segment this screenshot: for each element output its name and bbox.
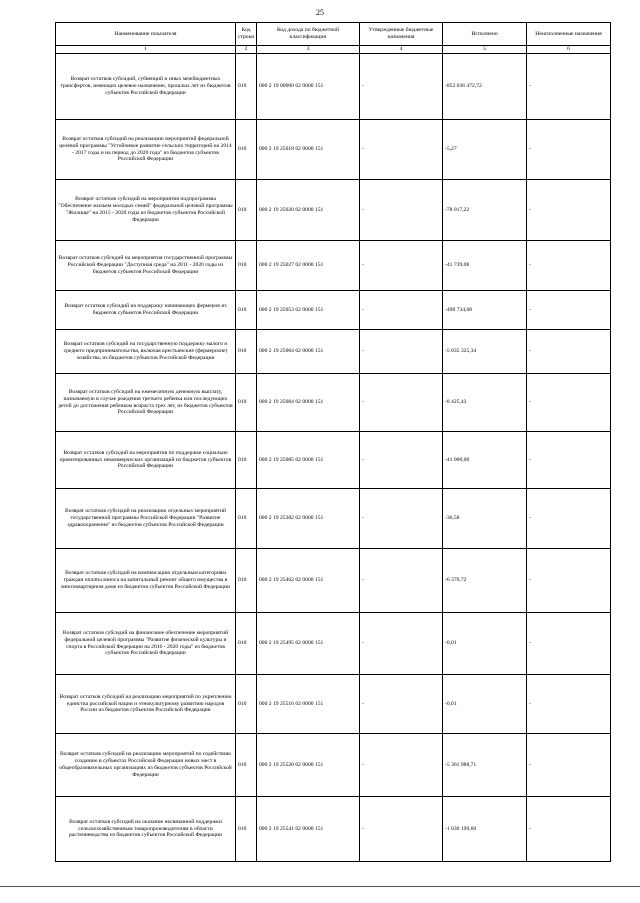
executed-value: -6 370,72: [443, 549, 527, 613]
table-row: [56, 54, 611, 120]
budget-classification-code: 000 2 19 25495 02 0000 151: [257, 613, 360, 675]
column-number: 5: [443, 46, 527, 54]
indicator-name: Возврат остатков субсидий на мероприятия подпрограммы "Обеспечение жильем молодых семей" федеральной целевой программы "Жилище" на 2015 - 2020 годы из бюджетов субъектов Российской Федерации: [56, 180, 236, 241]
budget-classification-code: 000 2 19 25053 02 0000 151: [257, 291, 360, 330]
approved-value: -: [360, 734, 443, 797]
line-code: 010: [236, 120, 257, 180]
indicator-name: Возврат остатков субсидий, субвенций и иных межбюджетных трансфертов, имеющих целевое назначение, прошлых лет из бюджетов субъектов Российской Федерации: [56, 54, 236, 120]
line-code: 010: [236, 797, 257, 862]
unexecuted-value: -: [527, 330, 611, 374]
line-code: 010: [236, 489, 257, 549]
line-code: 010: [236, 432, 257, 489]
budget-classification-code: 000 2 19 25520 02 0000 151: [257, 734, 360, 797]
indicator-name: Возврат остатков субсидий на поддержку начинающих фермеров из бюджетов субъектов Российской Федерации: [56, 291, 236, 330]
approved-value: -: [360, 120, 443, 180]
line-code: 010: [236, 54, 257, 120]
indicator-name: Возврат остатков субсидий на ежемесячную денежную выплату, назначаемую в случае рождения третьего ребенка или последующих детей до достижения ребенком возраста трех лет, из бюджетов субъектов Российской Федерации: [56, 374, 236, 432]
unexecuted-value: -: [527, 797, 611, 862]
indicator-name: Возврат остатков субсидий на реализацию мероприятий федеральной целевой программы "Устойчивое развитие сельских территорий на 2014 - 2017 годы и на период до 2020 года" из бюджетов субъектов Российской Федерации: [56, 120, 236, 180]
budget-classification-code: 000 2 19 25085 02 0000 151: [257, 432, 360, 489]
executed-value: -0,01: [443, 675, 527, 734]
column-number: 1: [56, 46, 236, 54]
executed-value: -78 017,22: [443, 180, 527, 241]
approved-value: -: [360, 54, 443, 120]
approved-value: -: [360, 489, 443, 549]
executed-value: -5 035 325,34: [443, 330, 527, 374]
column-number: 3: [257, 46, 360, 54]
unexecuted-value: -: [527, 180, 611, 241]
header-kbk: Код дохода по бюджетной классификации: [257, 23, 360, 46]
indicator-name: Возврат остатков субсидий на реализацию мероприятий по содействию созданию в субъектах Российской Федерации новых мест в общеобразовательных организациях из бюджетов субъектов Российской Федерации: [56, 734, 236, 797]
executed-value: -41 739,08: [443, 241, 527, 291]
header-unexecuted: Неисполненные назначения: [527, 23, 611, 46]
indicator-name: Возврат остатков субсидий на мероприятия государственной программы Российской Федерации "Доступная среда" на 2011 - 2020 годы из бюджетов субъектов Российской Федерации: [56, 241, 236, 291]
executed-value: -490 734,68: [443, 291, 527, 330]
indicator-name: Возврат остатков субсидий на государственную поддержку малого и среднего предпринимательства, включая крестьянские (фермерские) хозяйства, из бюджетов субъектов Российской Федерации: [56, 330, 236, 374]
unexecuted-value: -: [527, 54, 611, 120]
header-name: Наименование показателя: [56, 23, 236, 46]
column-number-row: [56, 46, 611, 54]
budget-classification-code: 000 2 19 25382 02 0000 151: [257, 489, 360, 549]
budget-report-table: [55, 22, 611, 862]
table-row: [56, 291, 611, 330]
budget-classification-code: 000 2 19 25516 02 0000 151: [257, 675, 360, 734]
line-code: 010: [236, 549, 257, 613]
line-code: 010: [236, 734, 257, 797]
unexecuted-value: -: [527, 291, 611, 330]
approved-value: -: [360, 374, 443, 432]
budget-classification-code: 000 2 19 00000 02 0000 151: [257, 54, 360, 120]
approved-value: -: [360, 549, 443, 613]
table-row: [56, 489, 611, 549]
budget-classification-code: 000 2 19 25064 02 0000 151: [257, 330, 360, 374]
executed-value: -1 030 199,60: [443, 797, 527, 862]
line-code: 010: [236, 613, 257, 675]
table-row: [56, 180, 611, 241]
unexecuted-value: -: [527, 241, 611, 291]
header-approved: Утвержденные бюджетные назначения: [360, 23, 443, 46]
executed-value: -0,01: [443, 613, 527, 675]
table-row: [56, 613, 611, 675]
table-row: [56, 241, 611, 291]
budget-classification-code: 000 2 19 25084 02 0000 151: [257, 374, 360, 432]
approved-value: -: [360, 330, 443, 374]
indicator-name: Возврат остатков субсидий на мероприятия по поддержке социально ориентированных некоммерческих организаций из бюджетов субъектов Российской Федерации: [56, 432, 236, 489]
page-number: 25: [316, 8, 324, 17]
line-code: 010: [236, 374, 257, 432]
table-row: [56, 374, 611, 432]
approved-value: -: [360, 180, 443, 241]
approved-value: -: [360, 241, 443, 291]
indicator-name: Возврат остатков субсидий на реализацию отдельных мероприятий государственной программы Российской Федерации "Развитие здравоохранения" из бюджетов субъектов Российской Федерации: [56, 489, 236, 549]
unexecuted-value: -: [527, 120, 611, 180]
table-row: [56, 120, 611, 180]
line-code: 010: [236, 291, 257, 330]
approved-value: -: [360, 432, 443, 489]
table-row: [56, 549, 611, 613]
footer-divider: [0, 886, 640, 887]
budget-classification-code: 000 2 19 25020 02 0000 151: [257, 180, 360, 241]
unexecuted-value: -: [527, 549, 611, 613]
table-row: [56, 797, 611, 862]
unexecuted-value: -: [527, 675, 611, 734]
column-number: 2: [236, 46, 257, 54]
budget-classification-code: 000 2 19 25541 02 0000 151: [257, 797, 360, 862]
table-row: [56, 675, 611, 734]
executed-value: -8 425,43: [443, 374, 527, 432]
executed-value: -852 036 472,72: [443, 54, 527, 120]
executed-value: -5 361 988,71: [443, 734, 527, 797]
executed-value: -41 000,00: [443, 432, 527, 489]
executed-value: -36,58: [443, 489, 527, 549]
table-row: [56, 330, 611, 374]
table-row: [56, 734, 611, 797]
indicator-name: Возврат остатков субсидий на реализацию мероприятий по укреплению единства российской нации и этнокультурному развитию народов России из бюджетов субъектов Российской Федерации: [56, 675, 236, 734]
column-number: 4: [360, 46, 443, 54]
line-code: 010: [236, 330, 257, 374]
column-number: 6: [527, 46, 611, 54]
line-code: 010: [236, 180, 257, 241]
indicator-name: Возврат остатков субсидий на оказание несвязанной поддержки сельскохозяйственным товаропроизводителям в области растениеводства из бюджетов субъектов Российской Федерации: [56, 797, 236, 862]
budget-classification-code: 000 2 19 25462 02 0000 151: [257, 549, 360, 613]
unexecuted-value: -: [527, 374, 611, 432]
table-row: [56, 432, 611, 489]
unexecuted-value: -: [527, 489, 611, 549]
budget-classification-code: 000 2 19 25027 02 0000 151: [257, 241, 360, 291]
approved-value: -: [360, 675, 443, 734]
table-header-row: [56, 23, 611, 46]
approved-value: -: [360, 797, 443, 862]
unexecuted-value: -: [527, 734, 611, 797]
header-executed: Исполнено: [443, 23, 527, 46]
indicator-name: Возврат остатков субсидий на компенсацию отдельным категориям граждан оплаты взноса на капитальный ремонт общего имущества в многоквартирном доме из бюджетов субъектов Российской Федерации: [56, 549, 236, 613]
unexecuted-value: -: [527, 613, 611, 675]
header-code: Код строки: [236, 23, 257, 46]
unexecuted-value: -: [527, 432, 611, 489]
budget-classification-code: 000 2 19 25018 02 0000 151: [257, 120, 360, 180]
indicator-name: Возврат остатков субсидий на финансовое обеспечение мероприятий федеральной целевой программы "Развитие физической культуры и спорта в Российской Федерации на 2016 - 2020 годы" из бюджетов субъектов Российской Федерации: [56, 613, 236, 675]
line-code: 010: [236, 241, 257, 291]
executed-value: -5,27: [443, 120, 527, 180]
approved-value: -: [360, 291, 443, 330]
line-code: 010: [236, 675, 257, 734]
approved-value: -: [360, 613, 443, 675]
